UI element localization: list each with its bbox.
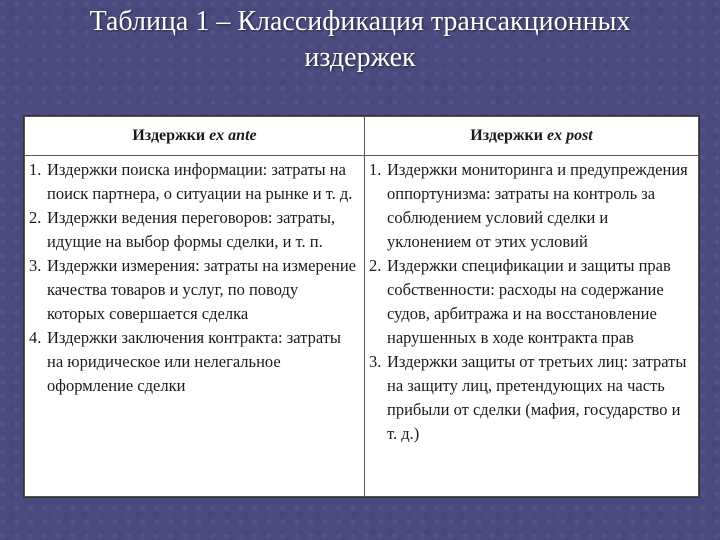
header-ex-ante <box>25 117 365 156</box>
list-item <box>29 254 360 326</box>
item-text: Издержки спецификации и защиты прав собственности: расходы на содержание судов, арбитража и на восстановление нарушенных в ходе контракта прав <box>387 256 671 347</box>
table-row <box>25 156 699 497</box>
page-title <box>0 4 720 76</box>
title-line-1: Таблица 1 – Классификация трансакционных <box>89 6 631 37</box>
ex-ante-list <box>29 158 360 398</box>
item-number: 2. <box>369 256 382 275</box>
title-line-2: издержек <box>304 42 416 73</box>
ex-ante-cell <box>25 156 365 497</box>
costs-table <box>23 115 700 498</box>
item-text: Издержки поиска информации: затраты на поиск партнера, о ситуации на рынке и т. д. <box>47 160 353 203</box>
item-number: 2. <box>29 208 42 227</box>
item-text: Издержки измерения: затраты на измерение качества товаров и услуг, по поводу которых совершается сделка <box>47 256 356 323</box>
list-item <box>369 350 694 446</box>
table-header-row <box>25 117 699 156</box>
list-item <box>29 158 360 206</box>
item-text: Издержки ведения переговоров: затраты, идущие на выбор формы сделки, и т. п. <box>47 208 336 251</box>
header-ex-post <box>365 117 699 156</box>
list-item <box>369 158 694 254</box>
item-text: Издержки заключения контракта: затраты на юридическое или нелегальное оформление сделки <box>47 328 342 395</box>
item-text: Издержки защиты от третьих лиц: затраты на защиту лиц, претендующих на часть прибыли от сделки (мафия, государство и т. д.) <box>387 352 687 443</box>
item-number: 3. <box>369 352 382 371</box>
header-term: ex post <box>546 127 593 144</box>
ex-post-list <box>369 158 694 446</box>
list-item <box>29 206 360 254</box>
header-prefix: Издержки <box>470 127 547 144</box>
list-item <box>369 254 694 350</box>
header-prefix: Издержки <box>132 127 210 144</box>
item-number: 1. <box>29 160 42 179</box>
item-number: 3. <box>29 256 42 275</box>
item-text: Издержки мониторинга и предупреждения оппортунизма: затраты на контроль за соблюдением условий сделки и уклонением от этих условий <box>387 160 688 251</box>
ex-post-cell <box>365 156 699 497</box>
header-term: ex ante <box>209 127 257 144</box>
classification-table <box>24 116 699 497</box>
list-item <box>29 326 360 398</box>
item-number: 1. <box>369 160 382 179</box>
item-number: 4. <box>29 328 42 347</box>
